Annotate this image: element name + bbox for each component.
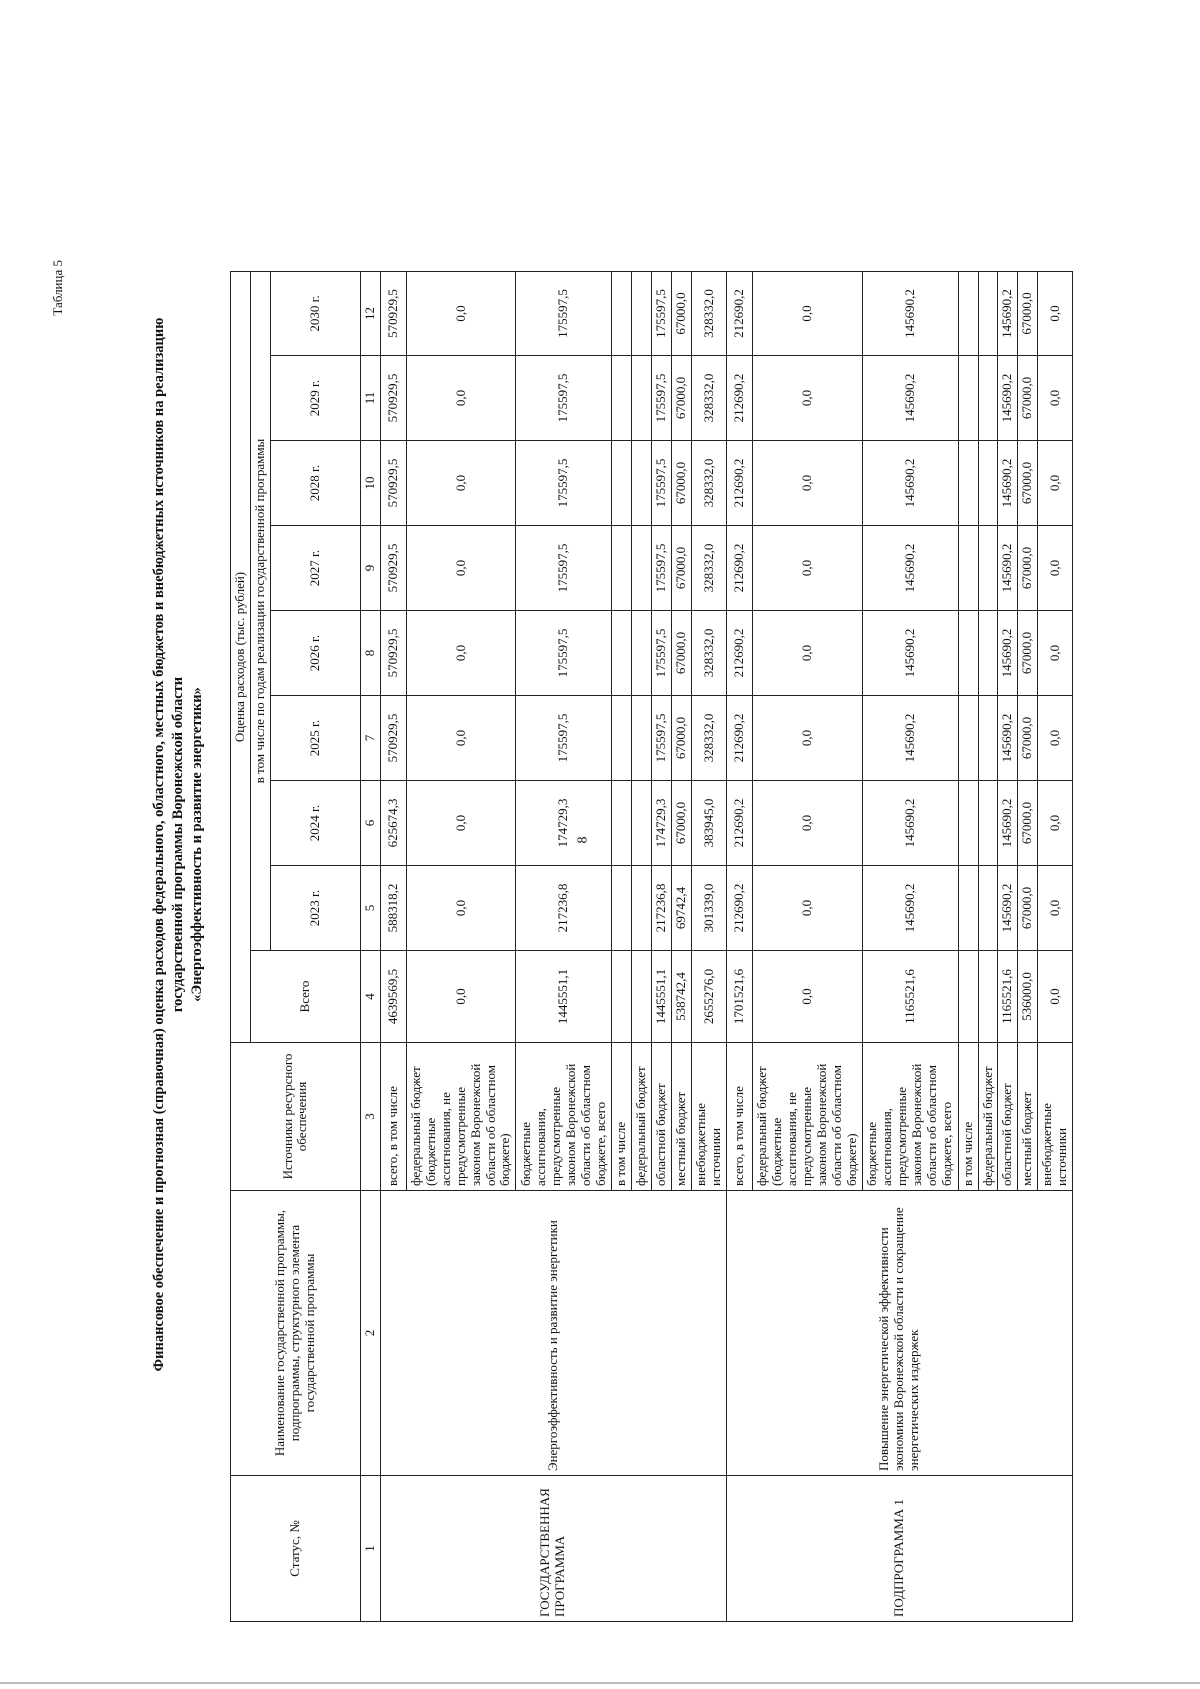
value-year (612, 526, 632, 611)
value-year: 0,0 (406, 696, 516, 781)
funding-source: федеральный бюджет (632, 1043, 652, 1191)
value-year: 0,0 (753, 526, 863, 611)
value-total (958, 951, 978, 1043)
value-year (632, 271, 652, 355)
value-year: 175597,5 (652, 271, 672, 355)
funding-source: местный бюджет (672, 1043, 692, 1191)
value-total: 0,0 (406, 951, 516, 1043)
value-year: 175597,5 (516, 356, 612, 441)
column-number: 7 (360, 696, 380, 781)
value-year: 145690,2 (862, 526, 958, 611)
header-by-years: в том числе по годам реализации государственной программы (250, 271, 270, 950)
value-year: 212690,2 (727, 441, 753, 526)
value-year (612, 441, 632, 526)
column-number: 4 (360, 951, 380, 1043)
group-name: Повышение энергетической эффективности экономики Воронежской области и сокращение энергетических издержек (727, 1191, 1073, 1476)
header-year: 2024 г. (270, 781, 360, 866)
value-total: 538742,4 (672, 951, 692, 1043)
value-year: 328332,0 (692, 441, 727, 526)
value-year: 212690,2 (727, 781, 753, 866)
value-year: 0,0 (1038, 611, 1073, 696)
value-year: 145690,2 (998, 441, 1018, 526)
value-year (958, 356, 978, 441)
header-year: 2025 г. (270, 696, 360, 781)
value-year: 0,0 (1038, 866, 1073, 951)
value-year: 0,0 (1038, 271, 1073, 355)
value-year (958, 866, 978, 951)
value-total: 2655276,0 (692, 951, 727, 1043)
value-year (612, 271, 632, 355)
value-year (978, 696, 998, 781)
value-total: 1445551,1 (516, 951, 612, 1043)
value-year: 67000,0 (672, 356, 692, 441)
value-year: 67000,0 (1018, 866, 1038, 951)
column-number: 2 (360, 1191, 380, 1476)
document-title-line-2: государственной программы Воронежской области (170, 676, 186, 1013)
value-total (612, 951, 632, 1043)
column-number: 6 (360, 781, 380, 866)
value-year: 570929,5 (380, 356, 406, 441)
value-year: 0,0 (753, 866, 863, 951)
group-name: Энергоэффективность и развитие энергетики (380, 1191, 726, 1476)
value-year (978, 356, 998, 441)
column-number: 11 (360, 356, 380, 441)
value-year (958, 696, 978, 781)
header-total: Всего (250, 951, 360, 1043)
value-total: 0,0 (1038, 951, 1073, 1043)
value-year: 145690,2 (998, 781, 1018, 866)
value-year: 67000,0 (1018, 526, 1038, 611)
header-year: 2026 г. (270, 611, 360, 696)
funding-source: областной бюджет (998, 1043, 1018, 1191)
funding-source: федеральный бюджет (бюджетные ассигнования, не предусмотренные законом Воронежской области об областном бюджете) (406, 1043, 516, 1191)
value-year: 175597,5 (652, 356, 672, 441)
value-year: 0,0 (406, 526, 516, 611)
value-total: 1165521,6 (862, 951, 958, 1043)
value-year: 145690,2 (998, 696, 1018, 781)
value-year: 217236,8 (652, 866, 672, 951)
value-year: 0,0 (1038, 441, 1073, 526)
header-year: 2028 г. (270, 441, 360, 526)
value-year: 588318,2 (380, 866, 406, 951)
value-year (958, 781, 978, 866)
financing-table (230, 271, 1073, 1622)
value-year: 175597,5 (516, 271, 612, 355)
value-year: 570929,5 (380, 611, 406, 696)
value-year: 175597,5 (516, 696, 612, 781)
funding-source: федеральный бюджет (бюджетные ассигнования, не предусмотренные законом Воронежской области об областном бюджете) (753, 1043, 863, 1191)
value-year: 328332,0 (692, 526, 727, 611)
value-year: 0,0 (406, 781, 516, 866)
value-year: 212690,2 (727, 356, 753, 441)
value-total (632, 951, 652, 1043)
value-year: 0,0 (753, 441, 863, 526)
value-year (978, 526, 998, 611)
value-year: 175597,5 (516, 526, 612, 611)
value-year: 0,0 (406, 611, 516, 696)
document-title-line-3: «Энергоэффективность и развитие энергетики» (189, 687, 205, 1002)
value-year: 145690,2 (862, 271, 958, 355)
funding-source: в том числе (958, 1043, 978, 1191)
value-year (632, 781, 652, 866)
value-year: 145690,2 (998, 356, 1018, 441)
value-year: 570929,5 (380, 696, 406, 781)
value-year: 145690,2 (998, 611, 1018, 696)
value-year: 0,0 (753, 271, 863, 355)
value-year: 175597,5 (516, 441, 612, 526)
value-year: 67000,0 (672, 781, 692, 866)
column-number: 5 (360, 866, 380, 951)
value-year: 212690,2 (727, 271, 753, 355)
value-year: 328332,0 (692, 271, 727, 355)
value-year: 0,0 (753, 781, 863, 866)
value-year: 0,0 (406, 441, 516, 526)
value-year (612, 356, 632, 441)
funding-source: бюджетные ассигнования, предусмотренные законом Воронежской области об областном бюджете, всего (862, 1043, 958, 1191)
value-year: 67000,0 (672, 696, 692, 781)
header-year: 2023 г. (270, 866, 360, 951)
value-year: 383945,0 (692, 781, 727, 866)
table-row (380, 271, 406, 1621)
value-year: 175597,5 (516, 611, 612, 696)
value-year (958, 611, 978, 696)
column-number: 9 (360, 526, 380, 611)
value-year: 0,0 (1038, 781, 1073, 866)
value-year (632, 611, 652, 696)
header-status: Статус, № (231, 1476, 361, 1622)
header-estimate: Оценка расходов (тыс. рублей) (231, 271, 251, 1042)
value-year (632, 866, 652, 951)
funding-source: всего, в том числе (380, 1043, 406, 1191)
value-year: 67000,0 (672, 611, 692, 696)
value-year (978, 441, 998, 526)
funding-source: внебюджетные источники (1038, 1043, 1073, 1191)
value-year (958, 271, 978, 355)
value-year: 145690,2 (998, 526, 1018, 611)
page-number: 8 (575, 836, 591, 844)
value-total: 1165521,6 (998, 951, 1018, 1043)
value-year (632, 441, 652, 526)
value-year: 0,0 (753, 696, 863, 781)
header-year: 2030 г. (270, 271, 360, 355)
value-year: 212690,2 (727, 696, 753, 781)
header-year: 2027 г. (270, 526, 360, 611)
value-year: 145690,2 (862, 356, 958, 441)
value-year: 67000,0 (672, 526, 692, 611)
value-total: 1445551,1 (652, 951, 672, 1043)
value-year: 0,0 (1038, 356, 1073, 441)
value-year: 328332,0 (692, 356, 727, 441)
value-year: 0,0 (753, 611, 863, 696)
value-year: 212690,2 (727, 866, 753, 951)
funding-source: местный бюджет (1018, 1043, 1038, 1191)
value-total: 4639569,5 (380, 951, 406, 1043)
value-year: 175597,5 (652, 526, 672, 611)
value-year: 145690,2 (862, 441, 958, 526)
value-year (978, 781, 998, 866)
value-year (632, 696, 652, 781)
value-year: 67000,0 (672, 441, 692, 526)
value-year: 67000,0 (1018, 356, 1038, 441)
value-total (978, 951, 998, 1043)
header-name: Наименование государственной программы, подпрограммы, структурного элемента государственной программы (231, 1191, 361, 1476)
column-number: 8 (360, 611, 380, 696)
scan-edge-line (0, 1682, 1200, 1684)
value-year: 145690,2 (862, 781, 958, 866)
value-year: 570929,5 (380, 441, 406, 526)
value-year (958, 441, 978, 526)
header-sources: Источники ресурсного обеспечения (231, 1043, 361, 1191)
value-year: 174729,3 (516, 781, 612, 866)
value-year (978, 611, 998, 696)
value-total: 0,0 (753, 951, 863, 1043)
value-year: 0,0 (406, 866, 516, 951)
value-year: 145690,2 (862, 866, 958, 951)
value-year (632, 526, 652, 611)
funding-source: бюджетные ассигнования, предусмотренные законом Воронежской области об областном бюджете, всего (516, 1043, 612, 1191)
value-total: 536000,0 (1018, 951, 1038, 1043)
column-number: 10 (360, 441, 380, 526)
value-year: 175597,5 (652, 696, 672, 781)
value-year: 67000,0 (1018, 271, 1038, 355)
value-year: 67000,0 (1018, 696, 1038, 781)
value-year: 570929,5 (380, 271, 406, 355)
column-number: 1 (360, 1476, 380, 1622)
funding-source: областной бюджет (652, 1043, 672, 1191)
value-year (632, 356, 652, 441)
value-year: 0,0 (406, 356, 516, 441)
value-year: 301339,0 (692, 866, 727, 951)
document-title-line-1: Финансовое обеспечение и прогнозная (справочная) оценка расходов федерального, областного, местных бюджетов и внебюджетных источников на реализацию (151, 317, 167, 1372)
funding-source: внебюджетные источники (692, 1043, 727, 1191)
value-year: 212690,2 (727, 526, 753, 611)
header-year: 2029 г. (270, 356, 360, 441)
group-status: ГОСУДАРСТВЕННАЯ ПРОГРАММА (380, 1476, 726, 1622)
value-year (612, 611, 632, 696)
value-year (612, 696, 632, 781)
value-year (612, 866, 632, 951)
value-year: 0,0 (753, 356, 863, 441)
value-year: 67000,0 (1018, 441, 1038, 526)
value-year: 67000,0 (672, 271, 692, 355)
value-year: 145690,2 (862, 696, 958, 781)
value-year: 175597,5 (652, 441, 672, 526)
value-year: 625674,3 (380, 781, 406, 866)
value-year: 69742,4 (672, 866, 692, 951)
value-year: 0,0 (406, 271, 516, 355)
value-total: 1701521,6 (727, 951, 753, 1043)
value-year: 145690,2 (862, 611, 958, 696)
funding-source: федеральный бюджет (978, 1043, 998, 1191)
value-year: 328332,0 (692, 611, 727, 696)
column-number: 12 (360, 271, 380, 355)
value-year: 217236,8 (516, 866, 612, 951)
group-status: ПОДПРОГРАММА 1 (727, 1476, 1073, 1622)
value-year: 67000,0 (1018, 781, 1038, 866)
value-year (978, 866, 998, 951)
table-row (727, 271, 753, 1621)
value-year: 175597,5 (652, 611, 672, 696)
value-year (958, 526, 978, 611)
value-year (612, 781, 632, 866)
value-year: 212690,2 (727, 611, 753, 696)
funding-source: в том числе (612, 1043, 632, 1191)
value-year: 328332,0 (692, 696, 727, 781)
value-year (978, 271, 998, 355)
value-year: 0,0 (1038, 696, 1073, 781)
table-label: Таблица 5 (50, 260, 65, 316)
value-year: 174729,3 (652, 781, 672, 866)
funding-source: всего, в том числе (727, 1043, 753, 1191)
column-number: 3 (360, 1043, 380, 1191)
value-year: 145690,2 (998, 271, 1018, 355)
value-year: 0,0 (1038, 526, 1073, 611)
value-year: 67000,0 (1018, 611, 1038, 696)
value-year: 570929,5 (380, 526, 406, 611)
value-year: 145690,2 (998, 866, 1018, 951)
